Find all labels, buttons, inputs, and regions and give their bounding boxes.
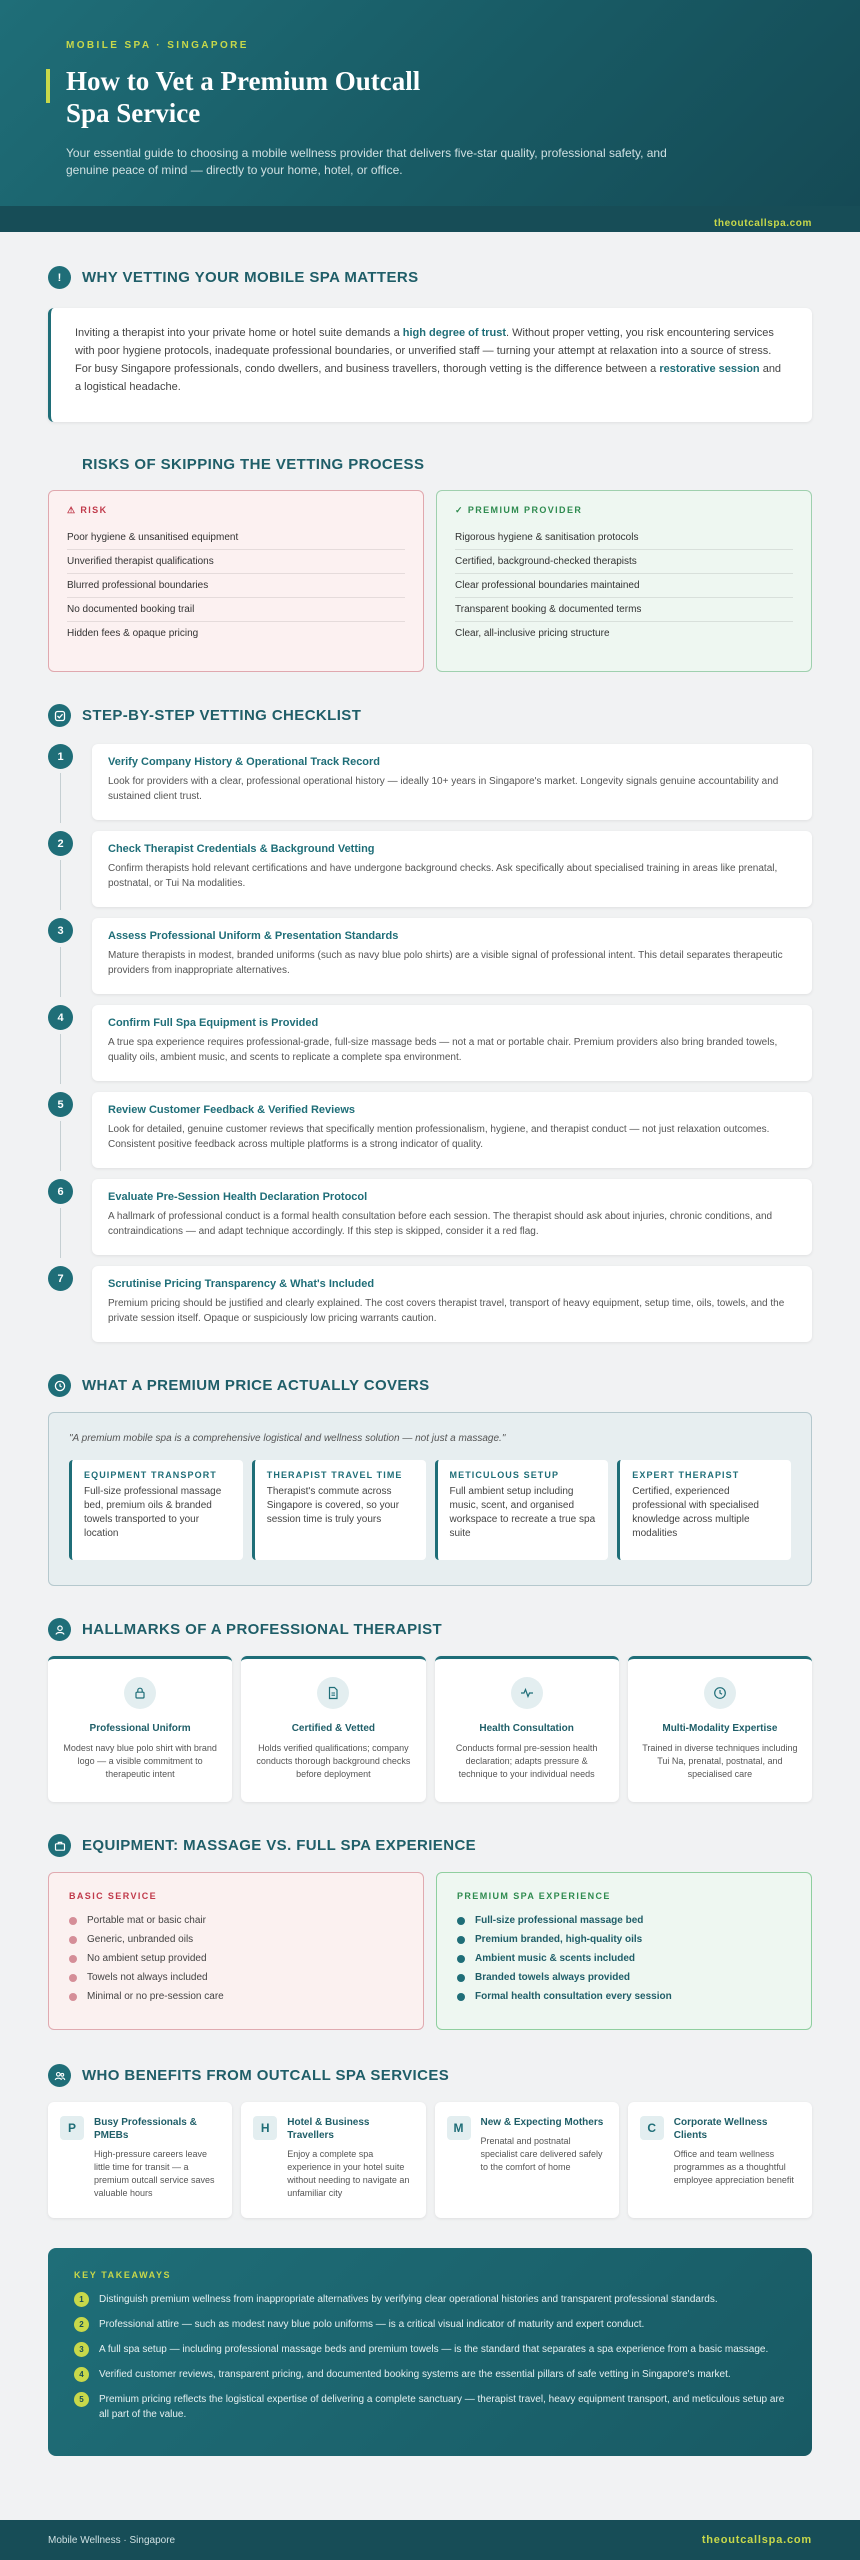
- risk-label: ⚠ RISK: [67, 505, 108, 515]
- audience-title: New & Expecting Mothers: [480, 2117, 604, 2128]
- covers-grid: [69, 1460, 791, 1560]
- basic-item-text: Generic, unbranded oils: [87, 1934, 194, 1945]
- bullet-dot: [69, 1936, 77, 1944]
- cover-item: [435, 1460, 609, 1560]
- basic-item-text: Portable mat or basic chair: [87, 1915, 206, 1926]
- page-footer: [0, 2520, 860, 2560]
- step-number: 2: [48, 831, 73, 856]
- checklist-step: [48, 918, 812, 994]
- premium-exp-item: [457, 1949, 791, 1968]
- basic-item: [69, 1949, 403, 1968]
- lock-icon: [124, 1677, 156, 1709]
- section-equipment-head: [48, 1834, 476, 1857]
- step-desc: Mature therapists in modest, branded uniforms (such as navy blue polo shirts) are a visible signal of professional intent. This detail separates therapeutic providers from inappropriate alternatives.: [108, 950, 783, 976]
- basic-item-text: Minimal or no pre-session care: [87, 1991, 224, 2002]
- step-desc: A hallmark of professional conduct is a formal health consultation before each session. The therapist should ask about injuries, chronic conditions, and contraindications — and adapt technique accordingly. If this step is skipped, consider it a red flag.: [108, 1211, 773, 1237]
- step-number: 3: [48, 918, 73, 943]
- audience-title: Corporate Wellness Clients: [673, 2117, 768, 2141]
- section-title: WHY VETTING YOUR MOBILE SPA MATTERS: [82, 269, 419, 286]
- section-hallmarks-head: [48, 1618, 442, 1641]
- step-number: 5: [48, 1092, 73, 1117]
- checklist-step: [48, 744, 812, 820]
- section-title: STEP-BY-STEP VETTING CHECKLIST: [82, 707, 362, 724]
- premium-exp-item: [457, 1911, 791, 1930]
- why-text-1: Inviting a therapist into your private home or hotel suite demands a: [75, 327, 403, 339]
- section-covers-head: [48, 1374, 429, 1397]
- covers-box: [48, 1412, 812, 1586]
- person-icon: [48, 1618, 71, 1641]
- risk-column: [48, 490, 424, 672]
- step-connector: [60, 1121, 61, 1171]
- premium-column: [436, 490, 812, 672]
- footer-tagline: Mobile Wellness · Singapore: [48, 2534, 176, 2546]
- basic-item-text: No ambient setup provided: [87, 1953, 207, 1964]
- premium-exp-item-text: Ambient music & scents included: [475, 1953, 636, 1964]
- step-title: Assess Professional Uniform & Presentation Standards: [108, 930, 399, 942]
- audience-body: [94, 2116, 220, 2204]
- cover-desc: Therapist's commute across Singapore is covered, so your session time is truly yours: [266, 1486, 400, 1525]
- basic-item: [69, 1987, 403, 2006]
- why-text-2: . Without proper vetting, you risk encountering services with poor hygiene protocols, inadequate professional boundaries, or unverified staff — turning your attempt at relaxation into a source of stress. For busy Singapore professionals, condo dwellers, and business travellers, thorough vetting is the difference between a: [75, 327, 774, 375]
- premium-experience-column: [436, 1872, 812, 2030]
- step-card: [92, 831, 812, 907]
- section-title: EQUIPMENT: MASSAGE VS. FULL SPA EXPERIENCE: [82, 1837, 477, 1854]
- step-title: Evaluate Pre-Session Health Declaration Protocol: [108, 1191, 368, 1203]
- section-checklist-head: [48, 704, 361, 727]
- coin-icon: [48, 1374, 71, 1397]
- checklist-steps: [48, 744, 812, 1353]
- basic-item: [69, 1911, 403, 1930]
- hallmark-card: [628, 1656, 812, 1802]
- takeaway-text: Professional attire — such as modest navy blue polo uniforms — is a critical visual indicator of maturity and expert conduct.: [99, 2319, 645, 2330]
- audience-desc: Prenatal and postnatal specialist care delivered safely to the comfort of home: [480, 2136, 603, 2172]
- cover-title: METICULOUS SETUP: [449, 1470, 560, 1480]
- section-who-head: [48, 2064, 449, 2087]
- bullet-dot: [457, 1955, 465, 1963]
- checklist-step: [48, 1266, 812, 1342]
- premium-exp-label: PREMIUM SPA EXPERIENCE: [457, 1891, 611, 1901]
- step-desc: Look for providers with a clear, professional operational history — ideally 10+ years in Singapore's market. Longevity signals genuine accountability and sustained client trust.: [108, 776, 779, 802]
- audience-title: Hotel & Business Travellers: [287, 2117, 370, 2141]
- checklist-step: [48, 831, 812, 907]
- basic-label: BASIC SERVICE: [69, 1891, 158, 1901]
- basic-item-text: Towels not always included: [87, 1972, 208, 1983]
- audience-card: [435, 2102, 619, 2218]
- checkbox-icon: [48, 704, 71, 727]
- basic-item: [69, 1930, 403, 1949]
- premium-item: Rigorous hygiene & sanitisation protocols: [455, 526, 793, 550]
- premium-item: Clear professional boundaries maintained: [455, 574, 793, 598]
- premium-exp-item: [457, 1968, 791, 1987]
- step-desc: Look for detailed, genuine customer reviews that specifically mention professionalism, hygiene, and therapist conduct — not just relaxation outcomes. Consistent positive feedback across multiple platforms is a strong indicator of quality.: [108, 1124, 770, 1150]
- hallmark-title: Certified & Vetted: [291, 1723, 376, 1734]
- takeaway-number: 5: [74, 2392, 89, 2407]
- takeaway-text: Premium pricing reflects the logistical expertise of delivering a complete sanctuary — therapist travel, heavy equipment transport, and meticulous setup are all part of the value.: [99, 2394, 785, 2420]
- hallmark-title: Multi-Modality Expertise: [662, 1723, 778, 1734]
- bullet-dot: [69, 1974, 77, 1982]
- audience-desc: Office and team wellness programmes as a thoughtful employee appreciation benefit: [673, 2149, 794, 2185]
- premium-exp-item-text: Formal health consultation every session: [475, 1991, 672, 2002]
- cover-item: [617, 1460, 791, 1560]
- section-risks-title: RISKS OF SKIPPING THE VETTING PROCESS: [82, 456, 425, 473]
- premium-item: Certified, background-checked therapists: [455, 550, 793, 574]
- page-title: How to Vet a Premium Outcall Spa Service: [66, 66, 421, 128]
- premium-exp-item-text: Premium branded, high-quality oils: [475, 1934, 643, 1945]
- bullet-dot: [457, 1917, 465, 1925]
- premium-exp-item-text: Full-size professional massage bed: [475, 1915, 644, 1926]
- cover-item: [252, 1460, 426, 1560]
- takeaway-text: Distinguish premium wellness from inappropriate alternatives by verifying clear operational histories and transparent professional standards.: [99, 2294, 718, 2305]
- bullet-dot: [69, 1917, 77, 1925]
- step-number: 6: [48, 1179, 73, 1204]
- bullet-dot: [457, 1936, 465, 1944]
- briefcase-icon: [48, 1834, 71, 1857]
- step-card: [92, 744, 812, 820]
- step-title: Verify Company History & Operational Track Record: [108, 756, 381, 768]
- premium-exp-item: [457, 1930, 791, 1949]
- step-title: Check Therapist Credentials & Background Vetting: [108, 843, 375, 855]
- step-connector: [60, 1208, 61, 1258]
- risk-item: Blurred professional boundaries: [67, 574, 405, 598]
- step-connector: [60, 860, 61, 910]
- audience-desc: High-pressure careers leave little time for transit — a premium outcall service saves valuable hours: [94, 2149, 215, 2198]
- audience-desc: Enjoy a complete spa experience in your hotel suite without needing to navigate an unfamiliar city: [287, 2149, 410, 2198]
- audience-card: [241, 2102, 425, 2218]
- hallmark-card: [241, 1656, 425, 1802]
- bullet-dot: [457, 1974, 465, 1982]
- audience-card: [48, 2102, 232, 2218]
- takeaway-item: [74, 2367, 786, 2382]
- step-number: 1: [48, 744, 73, 769]
- premium-exp-item-text: Branded towels always provided: [475, 1972, 631, 1983]
- risk-item: Hidden fees & opaque pricing: [67, 628, 199, 639]
- why-box: [48, 308, 812, 422]
- hero-title-wrap: [66, 65, 794, 129]
- takeaway-number: 3: [74, 2342, 89, 2357]
- step-number: 7: [48, 1266, 73, 1291]
- bullet-dot: [69, 1993, 77, 2001]
- cover-desc: Certified, experienced professional with specialised knowledge across multiple modalities: [632, 1486, 759, 1539]
- why-bold-2: restorative session: [659, 363, 760, 375]
- audience-badge: P: [60, 2116, 84, 2140]
- audience-card: [628, 2102, 812, 2218]
- cover-title: THERAPIST TRAVEL TIME: [266, 1470, 403, 1480]
- step-card: [92, 1005, 812, 1081]
- premium-item: Clear, all-inclusive pricing structure: [455, 628, 610, 639]
- risk-item: Poor hygiene & unsanitised equipment: [67, 526, 405, 550]
- takeaway-item: [74, 2317, 786, 2332]
- key-takeaways: [48, 2248, 812, 2456]
- clock-icon: [704, 1677, 736, 1709]
- takeaway-text: A full spa setup — including professional massage beds and premium towels — is the standard that separates a spa experience from a basic massage.: [99, 2344, 769, 2355]
- cover-title: EQUIPMENT TRANSPORT: [84, 1470, 217, 1480]
- footer-domain-link[interactable]: theoutcallspa.com: [701, 2534, 812, 2546]
- step-desc: A true spa experience requires professional-grade, full-size massage beds — not a mat or portable chair. Premium providers also bring branded towels, quality oils, ambient music, and scents to replicate a complete spa environment.: [108, 1037, 778, 1063]
- hero-header: [0, 0, 860, 206]
- why-bold-1: high degree of trust: [402, 327, 507, 339]
- audience-body: [481, 2116, 607, 2204]
- section-title: HALLMARKS OF A PROFESSIONAL THERAPIST: [82, 1621, 443, 1638]
- pulse-icon: [511, 1677, 543, 1709]
- who-grid: [48, 2102, 812, 2218]
- audience-badge: H: [253, 2116, 277, 2140]
- premium-label: ✓ PREMIUM PROVIDER: [455, 505, 583, 515]
- step-title: Review Customer Feedback & Verified Reviews: [108, 1104, 355, 1116]
- hallmarks-grid: [48, 1656, 812, 1802]
- document-icon: [317, 1677, 349, 1709]
- takeaways-label: KEY TAKEAWAYS: [74, 2270, 172, 2280]
- audience-body: [674, 2116, 800, 2204]
- step-desc: Confirm therapists hold relevant certifications and have undergone background checks. Ask specifically about specialised training in areas like prenatal, postnatal, or Tui Na modalities.: [108, 863, 778, 889]
- hallmark-desc: Trained in diverse techniques including Tui Na, prenatal, postnatal, and specialised care: [642, 1743, 798, 1779]
- audience-badge: C: [640, 2116, 664, 2140]
- takeaway-number: 1: [74, 2292, 89, 2307]
- domain-bar: [0, 206, 860, 232]
- audience-body: [287, 2116, 413, 2204]
- step-card: [92, 918, 812, 994]
- cover-desc: Full ambient setup including music, scent, and organised workspace to recreate a true spa suite: [449, 1486, 596, 1539]
- cover-item: [69, 1460, 243, 1560]
- hallmark-desc: Modest navy blue polo shirt with brand logo — a visible commitment to therapeutic intent: [63, 1743, 217, 1779]
- takeaway-item: [74, 2342, 786, 2357]
- checklist-step: [48, 1005, 812, 1081]
- takeaway-text: Verified customer reviews, transparent pricing, and documented booking systems are the essential pillars of safe vetting in Singapore's market.: [99, 2369, 731, 2380]
- step-connector: [60, 773, 61, 823]
- hero-eyebrow: MOBILE SPA · SINGAPORE: [66, 40, 249, 51]
- hallmark-title: Health Consultation: [479, 1723, 574, 1734]
- checklist-step: [48, 1179, 812, 1255]
- risk-item: No documented booking trail: [67, 598, 405, 622]
- section-title: WHAT A PREMIUM PRICE ACTUALLY COVERS: [82, 1377, 430, 1394]
- group-icon: [48, 2064, 71, 2087]
- section-title: WHO BENEFITS FROM OUTCALL SPA SERVICES: [82, 2067, 450, 2084]
- step-title: Scrutinise Pricing Transparency & What's Included: [108, 1278, 375, 1290]
- section-why-head: [48, 266, 419, 289]
- hero-intro: Your essential guide to choosing a mobile wellness provider that delivers five-star quality, professional safety, and genuine peace of mind — directly to your home, hotel, or office.: [66, 146, 667, 177]
- hallmark-desc: Conducts formal pre-session health declaration; adapts pressure & technique to your individual needs: [455, 1743, 598, 1779]
- step-connector: [60, 1034, 61, 1084]
- bullet-dot: [457, 1993, 465, 2001]
- alert-icon: !: [48, 266, 71, 289]
- premium-item: Transparent booking & documented terms: [455, 598, 793, 622]
- hallmark-title: Professional Uniform: [89, 1723, 191, 1734]
- basic-item: [69, 1968, 403, 1987]
- step-desc: Premium pricing should be justified and clearly explained. The cost covers therapist travel, transport of heavy equipment, setup time, oils, towels, and the private session itself. Opaque or suspiciously low pricing warrants caution.: [108, 1298, 785, 1324]
- takeaway-item: [74, 2292, 786, 2307]
- step-number: 4: [48, 1005, 73, 1030]
- checklist-step: [48, 1092, 812, 1168]
- cover-desc: Full-size professional massage bed, premium oils & branded towels transported to your location: [84, 1486, 222, 1539]
- domain-link[interactable]: theoutcallspa.com: [714, 218, 812, 229]
- bullet-dot: [69, 1955, 77, 1963]
- hallmark-card: [48, 1656, 232, 1802]
- risk-item: Unverified therapist qualifications: [67, 550, 405, 574]
- step-title: Confirm Full Spa Equipment is Provided: [108, 1017, 319, 1029]
- covers-quote: "A premium mobile spa is a comprehensive logistical and wellness solution — not just a massage.": [69, 1433, 506, 1444]
- why-text-3: and a logistical headache.: [75, 363, 782, 393]
- step-connector: [60, 947, 61, 997]
- takeaway-number: 4: [74, 2367, 89, 2382]
- hallmark-desc: Holds verified qualifications; company conducts thorough background checks before deployment: [256, 1743, 411, 1779]
- cover-title: EXPERT THERAPIST: [632, 1470, 740, 1480]
- title-accent-bar: [46, 69, 50, 103]
- audience-badge: M: [447, 2116, 471, 2140]
- step-card: [92, 1179, 812, 1255]
- hallmark-card: [435, 1656, 619, 1802]
- step-card: [92, 1266, 812, 1342]
- takeaway-item: [74, 2392, 786, 2422]
- step-card: [92, 1092, 812, 1168]
- takeaway-number: 2: [74, 2317, 89, 2332]
- audience-title: Busy Professionals & PMEBs: [94, 2117, 197, 2141]
- premium-exp-item: [457, 1987, 791, 2006]
- basic-service-column: [48, 1872, 424, 2030]
